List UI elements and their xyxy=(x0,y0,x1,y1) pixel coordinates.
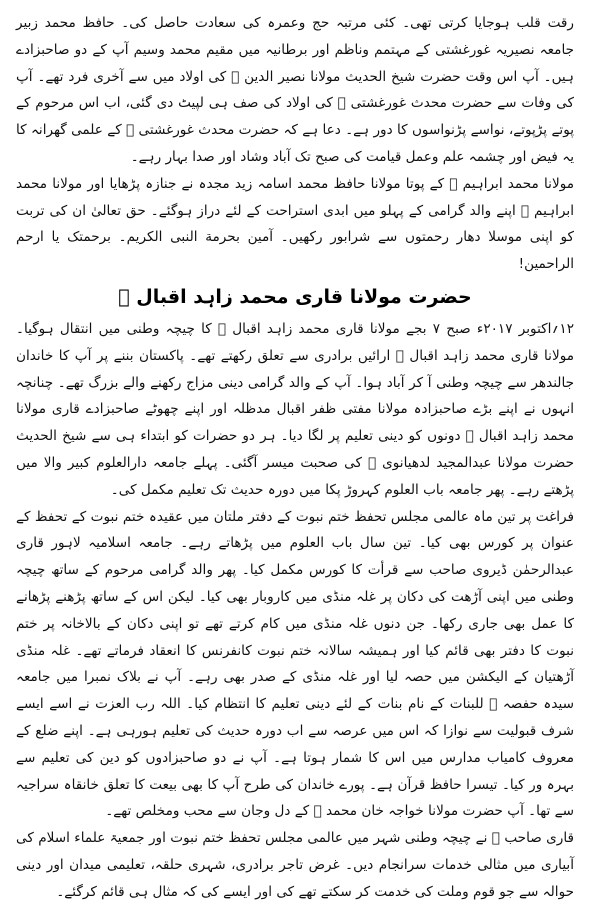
section-title: حضرت مولانا قاری محمد زاہد اقبال ﷫ xyxy=(118,285,472,308)
paragraph-family-legacy: رقت قلب ہوجایا کرتی تھی۔ کئی مرتبہ حج وعمرہ کی سعادت حاصل کی۔ حافظ محمد زبیر جامعہ نصیریہ غورغشتی کے مہتمم وناظم اور برطانیہ میں مقیم محمد وسیم آپ کے دو صاحبزادے ہیں۔ آپ اس وقت حضرت شیخ الحدیث مولانا نصیر الدین ﷫ کی اولاد میں سے آخری فرد تھے۔ آپ کی وفات سے حضرت محدث غورغشتی ﷫ کی اولاد کی صف ہی لپیٹ دی گئی، اب اس مرحوم کے پوتے پڑپوتے، نواسے پڑنواسوں کا دور ہے۔ دعا ہے کہ حضرت محدث غورغشتی ﷫ کے علمی گھرانہ کا یہ فیض اور چشمہ علم وعمل قیامت کی صبح تک آباد وشاد اور صدا بہار رہے۔ xyxy=(16,15,574,165)
paragraph-services: فراغت پر تین ماہ عالمی مجلس تحفظ ختم نبوت کے دفتر ملتان میں عقیدہ ختم نبوت کے تحفظ کے عنوان پر کورس بھی کیا۔ تین سال باب العلوم میں پڑھاتے رہے۔ جامعہ اسلامیہ لاہور قاری عبدالرحمٰن ڈیروی صاحب سے قرأت کا کورس مکمل کیا۔ پھر والد گرامی مرحوم کے ساتھ چیچہ وطنی میں اپنی آڑھت کی دکان پر غلہ منڈی میں کاروبار بھی کیا۔ لیکن اس کے ساتھ پڑھنے پڑھانے کا عمل بھی جاری رکھا۔ جن دنوں غلہ منڈی میں کام کرتے تھے تو اپنی دکان کے بالاخانہ پر ختم نبوت کا دفتر بھی قائم کیا اور ہمیشہ سالانہ ختم نبوت کانفرنس کا انعقاد فرماتے تھے۔ غلہ منڈی آڑھتیان کے الیکشن میں حصہ لیا اور غلہ منڈی کے صدر بھی رہے۔ آپ نے بلاک نمبرا میں جامعہ سیدہ حفصہ ﷞ للبنات کے نام بنات کے لئے دینی تعلیم کا انتظام کیا۔ اللہ رب العزت نے اسے ایسے شرف قبولیت سے نوازا کہ اس میں عرصہ سے اب دورہ حدیث کی تعلیم ہورہی ہے۔ اپنے ضلع کے معروف کامیاب مدارس میں اس کا شمار ہوتا ہے۔ آپ نے دو صاحبزادوں کو دین کی تعلیم سے بہرہ ور کیا۔ تیسرا حافظ قرآن ہے۔ پورے خاندان کی طرح آپ کا بھی بیعت کا تعلق خانقاہ سراجیہ سے تھا۔ آپ حضرت مولانا خواجہ خان محمد ﷫ کے دل وجان سے محب ومخلص تھے۔ xyxy=(16,508,574,820)
paragraph-funeral-prayer: مولانا محمد ابراہیم ﷫ کے پوتا مولانا حافظ محمد اسامہ زید مجدہ نے جنازہ پڑھایا اور مولانا محمد ابراہیم ﷫ اپنے والد گرامی کے پہلو میں ابدی استراحت کے لئے دراز ہوگئے۔ حق تعالیٰ ان کی تربت کو اپنی موسلا دھار رحمتوں سے شرابور رکھیں۔ آمین بحرمة النبی الکریم۔ برحمتک یا ارحم الراحمین! xyxy=(16,175,574,273)
paragraph-biography-intro: ۱۲؍اکتوبر ۲۰۱۷ء صبح ۷ بجے مولانا قاری محمد زاہد اقبال ﷫ کا چیچہ وطنی میں انتقال ہوگیا۔ مولانا قاری محمد زاہد اقبال ﷫ ارائیں برادری سے تعلق رکھتے تھے۔ پاکستان بننے پر آپ کا خاندان جالندھر سے چیچہ وطنی آ کر آباد ہوا۔ آپ کے والد گرامی دینی مزاج رکھنے والے بزرگ تھے۔ چنانچہ انہوں نے اپنے بڑے صاحبزادہ مولانا مفتی ظفر اقبال مدظلہ اور اپنے چھوٹے صاحبزادے قاری مولانا محمد زاہد اقبال ﷫ دونوں کو دینی تعلیم پر لگا دیا۔ ہر دو حضرات کو ابتداء ہی سے شیخ الحدیث حضرت مولانا عبدالمجید لدھیانوی ﷫ کی صحبت میسر آگئی۔ پہلے جامعہ دارالعلوم کبیر والا میں پڑھتے رہے۔ پھر جامعہ باب العلوم کہروڑ پکا میں دورہ حدیث تک تعلیم مکمل کی۔ xyxy=(16,320,574,498)
paragraph-conclusion: قاری صاحب ﷫ نے چیچہ وطنی شہر میں عالمی مجلس تحفظ ختم نبوت اور جمعیۃ علماء اسلام کی آبیاری میں مثالی خدمات سرانجام دیں۔ غرض تاجر برادری، شہری حلقہ، تعلیمی میدان اور دینی حوالہ سے جو قوم وملت کی خدمت کر سکتے تھے کی اور ایسے کی کہ مثال ہی قائم کرگئے۔ xyxy=(16,830,574,900)
